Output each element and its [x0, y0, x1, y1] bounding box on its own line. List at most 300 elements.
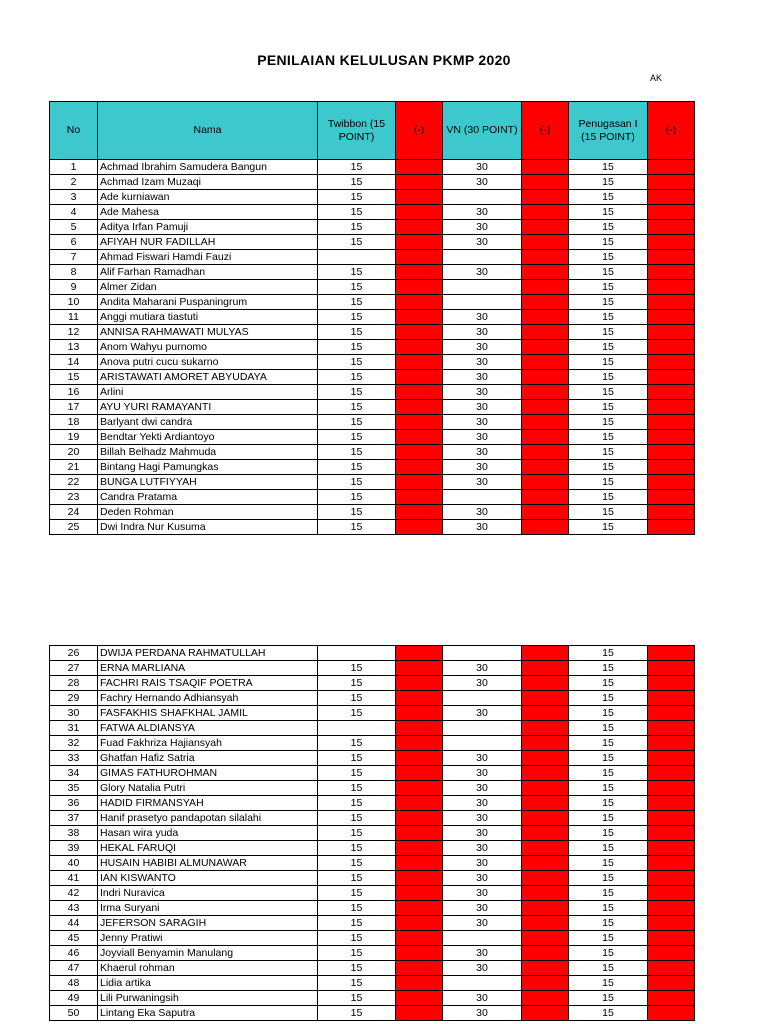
vn-deduction-cell	[522, 856, 569, 871]
penugasan-score-cell: 15	[569, 415, 648, 430]
twibbon-score-cell: 15	[318, 661, 396, 676]
table-row	[50, 475, 695, 490]
penugasan-score-cell: 15	[569, 751, 648, 766]
name-cell: Achmad Izam Muzaqi	[98, 175, 318, 190]
name-cell: Ade kurniawan	[98, 190, 318, 205]
name-cell: Glory Natalia Putri	[98, 781, 318, 796]
vn-score-cell: 30	[443, 1006, 522, 1021]
penugasan-deduction-cell	[648, 781, 695, 796]
vn-score-cell: 30	[443, 946, 522, 961]
twibbon-deduction-cell	[396, 856, 443, 871]
penugasan-score-cell: 15	[569, 781, 648, 796]
row-number-cell: 20	[50, 445, 98, 460]
penugasan-score-cell: 15	[569, 430, 648, 445]
name-cell: FATWA ALDIANSYA	[98, 721, 318, 736]
name-cell: Achmad Ibrahim Samudera Bangun	[98, 160, 318, 175]
penugasan-score-cell: 15	[569, 490, 648, 505]
vn-deduction-cell	[522, 445, 569, 460]
penugasan-deduction-cell	[648, 661, 695, 676]
row-number-cell: 39	[50, 841, 98, 856]
twibbon-deduction-cell	[396, 520, 443, 535]
twibbon-deduction-cell	[396, 160, 443, 175]
row-number-cell: 6	[50, 235, 98, 250]
name-cell: AYU YURI RAMAYANTI	[98, 400, 318, 415]
penugasan-deduction-cell	[648, 295, 695, 310]
table-row	[50, 826, 695, 841]
vn-deduction-cell	[522, 766, 569, 781]
vn-deduction-cell	[522, 205, 569, 220]
name-cell: FASFAKHIS SHAFKHAL JAMIL	[98, 706, 318, 721]
name-cell: ERNA MARLIANA	[98, 661, 318, 676]
twibbon-deduction-cell	[396, 946, 443, 961]
twibbon-deduction-cell	[396, 325, 443, 340]
table-row	[50, 856, 695, 871]
penugasan-score-cell: 15	[569, 460, 648, 475]
vn-score-cell: 30	[443, 460, 522, 475]
twibbon-score-cell: 15	[318, 160, 396, 175]
table-row	[50, 901, 695, 916]
name-cell: Anom Wahyu purnomo	[98, 340, 318, 355]
twibbon-score-cell: 15	[318, 235, 396, 250]
twibbon-score-cell: 15	[318, 766, 396, 781]
table-row	[50, 310, 695, 325]
penugasan-score-cell: 15	[569, 811, 648, 826]
table-row	[50, 1006, 695, 1021]
vn-score-cell: 30	[443, 781, 522, 796]
table-row	[50, 295, 695, 310]
vn-deduction-cell	[522, 310, 569, 325]
vn-score-cell: 30	[443, 520, 522, 535]
header-row	[50, 102, 695, 160]
row-number-cell: 32	[50, 736, 98, 751]
twibbon-deduction-cell	[396, 931, 443, 946]
table-row	[50, 931, 695, 946]
vn-score-cell: 30	[443, 661, 522, 676]
name-cell: Candra Pratama	[98, 490, 318, 505]
penugasan-deduction-cell	[648, 520, 695, 535]
vn-score-cell: 30	[443, 220, 522, 235]
vn-deduction-cell	[522, 946, 569, 961]
vn-deduction-cell	[522, 991, 569, 1006]
vn-score-cell: 30	[443, 445, 522, 460]
vn-deduction-cell	[522, 826, 569, 841]
vn-deduction-cell	[522, 325, 569, 340]
vn-score-cell: 30	[443, 385, 522, 400]
vn-score-cell	[443, 250, 522, 265]
vn-deduction-cell	[522, 520, 569, 535]
table-row	[50, 781, 695, 796]
twibbon-deduction-cell	[396, 991, 443, 1006]
twibbon-score-cell: 15	[318, 886, 396, 901]
vn-score-cell: 30	[443, 961, 522, 976]
vn-score-cell: 30	[443, 811, 522, 826]
penugasan-deduction-cell	[648, 460, 695, 475]
vn-score-cell: 30	[443, 766, 522, 781]
vn-deduction-cell	[522, 430, 569, 445]
penugasan-deduction-cell	[648, 265, 695, 280]
vn-deduction-cell	[522, 706, 569, 721]
row-number-cell: 41	[50, 871, 98, 886]
row-number-cell: 21	[50, 460, 98, 475]
row-number-cell: 12	[50, 325, 98, 340]
row-number-cell: 1	[50, 160, 98, 175]
penugasan-score-cell: 15	[569, 976, 648, 991]
twibbon-deduction-cell	[396, 295, 443, 310]
table-row	[50, 766, 695, 781]
penugasan-deduction-cell	[648, 901, 695, 916]
vn-deduction-cell	[522, 796, 569, 811]
row-number-cell: 11	[50, 310, 98, 325]
name-cell: Hasan wira yuda	[98, 826, 318, 841]
table-row	[50, 445, 695, 460]
table-row	[50, 175, 695, 190]
vn-score-cell	[443, 295, 522, 310]
vn-score-cell: 30	[443, 355, 522, 370]
penugasan-score-cell: 15	[569, 265, 648, 280]
penugasan-deduction-cell	[648, 961, 695, 976]
twibbon-deduction-cell	[396, 826, 443, 841]
vn-score-cell: 30	[443, 505, 522, 520]
penugasan-score-cell: 15	[569, 841, 648, 856]
table-row	[50, 505, 695, 520]
twibbon-deduction-cell	[396, 661, 443, 676]
row-number-cell: 45	[50, 931, 98, 946]
vn-deduction-cell	[522, 160, 569, 175]
name-cell: ARISTAWATI AMORET ABYUDAYA	[98, 370, 318, 385]
vn-deduction-cell	[522, 355, 569, 370]
penugasan-score-cell: 15	[569, 160, 648, 175]
penugasan-deduction-cell	[648, 871, 695, 886]
twibbon-score-cell: 15	[318, 205, 396, 220]
vn-deduction-cell	[522, 661, 569, 676]
vn-score-cell	[443, 976, 522, 991]
table-row	[50, 220, 695, 235]
name-cell: Barlyant dwi candra	[98, 415, 318, 430]
row-number-cell: 29	[50, 691, 98, 706]
header-deduction-vn: (-)	[522, 102, 569, 160]
row-number-cell: 40	[50, 856, 98, 871]
table-row	[50, 325, 695, 340]
row-number-cell: 3	[50, 190, 98, 205]
twibbon-score-cell: 15	[318, 811, 396, 826]
table-row	[50, 340, 695, 355]
penugasan-score-cell: 15	[569, 946, 648, 961]
row-number-cell: 34	[50, 766, 98, 781]
vn-score-cell: 30	[443, 430, 522, 445]
name-cell: Bendtar Yekti Ardiantoyo	[98, 430, 318, 445]
twibbon-deduction-cell	[396, 340, 443, 355]
table-row	[50, 160, 695, 175]
twibbon-deduction-cell	[396, 706, 443, 721]
vn-deduction-cell	[522, 916, 569, 931]
table-row	[50, 355, 695, 370]
name-cell: GIMAS FATHUROHMAN	[98, 766, 318, 781]
penugasan-deduction-cell	[648, 751, 695, 766]
name-cell: AFIYAH NUR FADILLAH	[98, 235, 318, 250]
penugasan-score-cell: 15	[569, 325, 648, 340]
row-number-cell: 35	[50, 781, 98, 796]
twibbon-score-cell: 15	[318, 415, 396, 430]
table-row	[50, 490, 695, 505]
vn-deduction-cell	[522, 811, 569, 826]
name-cell: Jenny Pratiwi	[98, 931, 318, 946]
vn-score-cell	[443, 931, 522, 946]
row-number-cell: 44	[50, 916, 98, 931]
vn-deduction-cell	[522, 265, 569, 280]
name-cell: HUSAIN HABIBI ALMUNAWAR	[98, 856, 318, 871]
name-cell: DWIJA PERDANA RAHMATULLAH	[98, 646, 318, 661]
table-row	[50, 250, 695, 265]
vn-score-cell: 30	[443, 340, 522, 355]
name-cell: Fachry Hernando Adhiansyah	[98, 691, 318, 706]
twibbon-score-cell: 15	[318, 916, 396, 931]
penugasan-deduction-cell	[648, 991, 695, 1006]
vn-deduction-cell	[522, 736, 569, 751]
vn-deduction-cell	[522, 400, 569, 415]
twibbon-deduction-cell	[396, 190, 443, 205]
twibbon-score-cell: 15	[318, 826, 396, 841]
twibbon-score-cell: 15	[318, 841, 396, 856]
penugasan-score-cell: 15	[569, 646, 648, 661]
penugasan-score-cell: 15	[569, 961, 648, 976]
row-number-cell: 10	[50, 295, 98, 310]
table-row	[50, 661, 695, 676]
table-row	[50, 385, 695, 400]
header-no: No	[50, 102, 98, 160]
twibbon-deduction-cell	[396, 766, 443, 781]
twibbon-score-cell: 15	[318, 856, 396, 871]
twibbon-deduction-cell	[396, 781, 443, 796]
penugasan-deduction-cell	[648, 811, 695, 826]
penugasan-score-cell: 15	[569, 295, 648, 310]
twibbon-deduction-cell	[396, 430, 443, 445]
twibbon-deduction-cell	[396, 886, 443, 901]
vn-deduction-cell	[522, 415, 569, 430]
penugasan-score-cell: 15	[569, 661, 648, 676]
table-row	[50, 811, 695, 826]
table-row	[50, 991, 695, 1006]
vn-score-cell	[443, 280, 522, 295]
penugasan-score-cell: 15	[569, 475, 648, 490]
vn-score-cell: 30	[443, 871, 522, 886]
row-number-cell: 9	[50, 280, 98, 295]
name-cell: Bintang Hagi Pamungkas	[98, 460, 318, 475]
row-number-cell: 17	[50, 400, 98, 415]
name-cell: Fuad Fakhriza Hajiansyah	[98, 736, 318, 751]
row-number-cell: 50	[50, 1006, 98, 1021]
penugasan-deduction-cell	[648, 841, 695, 856]
score-table-part-1	[49, 101, 695, 535]
twibbon-score-cell: 15	[318, 475, 396, 490]
twibbon-score-cell: 15	[318, 490, 396, 505]
twibbon-deduction-cell	[396, 1006, 443, 1021]
penugasan-deduction-cell	[648, 856, 695, 871]
penugasan-score-cell: 15	[569, 886, 648, 901]
penugasan-deduction-cell	[648, 946, 695, 961]
vn-score-cell: 30	[443, 160, 522, 175]
table-row	[50, 976, 695, 991]
table-row	[50, 796, 695, 811]
twibbon-score-cell: 15	[318, 706, 396, 721]
twibbon-score-cell: 15	[318, 190, 396, 205]
row-number-cell: 8	[50, 265, 98, 280]
table-row	[50, 400, 695, 415]
twibbon-deduction-cell	[396, 676, 443, 691]
table-row	[50, 235, 695, 250]
row-number-cell: 37	[50, 811, 98, 826]
row-number-cell: 18	[50, 415, 98, 430]
vn-score-cell	[443, 646, 522, 661]
vn-deduction-cell	[522, 931, 569, 946]
vn-deduction-cell	[522, 280, 569, 295]
row-number-cell: 31	[50, 721, 98, 736]
vn-deduction-cell	[522, 220, 569, 235]
row-number-cell: 15	[50, 370, 98, 385]
table-row	[50, 736, 695, 751]
penugasan-deduction-cell	[648, 340, 695, 355]
twibbon-deduction-cell	[396, 736, 443, 751]
twibbon-deduction-cell	[396, 400, 443, 415]
penugasan-score-cell: 15	[569, 220, 648, 235]
vn-deduction-cell	[522, 175, 569, 190]
name-cell: FACHRI RAIS TSAQIF POETRA	[98, 676, 318, 691]
table-row	[50, 460, 695, 475]
twibbon-deduction-cell	[396, 901, 443, 916]
twibbon-score-cell: 15	[318, 175, 396, 190]
name-cell: Anova putri cucu sukarno	[98, 355, 318, 370]
twibbon-deduction-cell	[396, 490, 443, 505]
name-cell: Joyviall Benyamin Manulang	[98, 946, 318, 961]
twibbon-deduction-cell	[396, 871, 443, 886]
twibbon-deduction-cell	[396, 175, 443, 190]
table-row	[50, 520, 695, 535]
twibbon-score-cell: 15	[318, 220, 396, 235]
penugasan-deduction-cell	[648, 916, 695, 931]
row-number-cell: 48	[50, 976, 98, 991]
vn-deduction-cell	[522, 295, 569, 310]
penugasan-score-cell: 15	[569, 385, 648, 400]
name-cell: HADID FIRMANSYAH	[98, 796, 318, 811]
penugasan-score-cell: 15	[569, 856, 648, 871]
twibbon-score-cell: 15	[318, 976, 396, 991]
vn-score-cell: 30	[443, 400, 522, 415]
vn-deduction-cell	[522, 370, 569, 385]
penugasan-deduction-cell	[648, 385, 695, 400]
penugasan-score-cell: 15	[569, 706, 648, 721]
penugasan-score-cell: 15	[569, 1006, 648, 1021]
table-row	[50, 646, 695, 661]
twibbon-score-cell: 15	[318, 931, 396, 946]
twibbon-score-cell	[318, 250, 396, 265]
vn-score-cell: 30	[443, 370, 522, 385]
row-number-cell: 25	[50, 520, 98, 535]
name-cell: Arlini	[98, 385, 318, 400]
penugasan-score-cell: 15	[569, 520, 648, 535]
penugasan-deduction-cell	[648, 505, 695, 520]
twibbon-score-cell: 15	[318, 295, 396, 310]
twibbon-deduction-cell	[396, 961, 443, 976]
penugasan-score-cell: 15	[569, 826, 648, 841]
name-cell: Lintang Eka Saputra	[98, 1006, 318, 1021]
vn-deduction-cell	[522, 871, 569, 886]
table-row	[50, 280, 695, 295]
penugasan-score-cell: 15	[569, 691, 648, 706]
row-number-cell: 33	[50, 751, 98, 766]
twibbon-deduction-cell	[396, 811, 443, 826]
name-cell: Andita Maharani Puspaningrum	[98, 295, 318, 310]
penugasan-deduction-cell	[648, 646, 695, 661]
penugasan-deduction-cell	[648, 445, 695, 460]
vn-deduction-cell	[522, 1006, 569, 1021]
vn-deduction-cell	[522, 385, 569, 400]
name-cell: Lili Purwaningsih	[98, 991, 318, 1006]
twibbon-deduction-cell	[396, 265, 443, 280]
penugasan-deduction-cell	[648, 190, 695, 205]
vn-deduction-cell	[522, 886, 569, 901]
twibbon-score-cell: 15	[318, 736, 396, 751]
vn-score-cell: 30	[443, 751, 522, 766]
twibbon-deduction-cell	[396, 385, 443, 400]
twibbon-score-cell: 15	[318, 385, 396, 400]
vn-score-cell: 30	[443, 901, 522, 916]
twibbon-deduction-cell	[396, 250, 443, 265]
vn-deduction-cell	[522, 676, 569, 691]
row-number-cell: 4	[50, 205, 98, 220]
vn-deduction-cell	[522, 691, 569, 706]
row-number-cell: 16	[50, 385, 98, 400]
vn-score-cell	[443, 721, 522, 736]
vn-score-cell: 30	[443, 886, 522, 901]
name-cell: Aditya Irfan Pamuji	[98, 220, 318, 235]
vn-deduction-cell	[522, 961, 569, 976]
penugasan-deduction-cell	[648, 721, 695, 736]
vn-score-cell: 30	[443, 826, 522, 841]
name-cell: Alif Farhan Ramadhan	[98, 265, 318, 280]
row-number-cell: 36	[50, 796, 98, 811]
twibbon-score-cell: 15	[318, 370, 396, 385]
twibbon-score-cell: 15	[318, 310, 396, 325]
name-cell: Hanif prasetyo pandapotan silalahi	[98, 811, 318, 826]
twibbon-deduction-cell	[396, 310, 443, 325]
name-cell: Ghatfan Hafiz Satria	[98, 751, 318, 766]
penugasan-deduction-cell	[648, 355, 695, 370]
sheet-code: AK	[650, 73, 663, 83]
twibbon-score-cell: 15	[318, 325, 396, 340]
name-cell: Irma Suryani	[98, 901, 318, 916]
name-cell: Anggi mutiara tiastuti	[98, 310, 318, 325]
penugasan-deduction-cell	[648, 370, 695, 385]
penugasan-deduction-cell	[648, 490, 695, 505]
name-cell: BUNGA LUTFIYYAH	[98, 475, 318, 490]
name-cell: IAN KISWANTO	[98, 871, 318, 886]
table-row	[50, 706, 695, 721]
name-cell: HEKAL FARUQI	[98, 841, 318, 856]
penugasan-score-cell: 15	[569, 766, 648, 781]
twibbon-score-cell: 15	[318, 961, 396, 976]
twibbon-score-cell: 15	[318, 280, 396, 295]
penugasan-score-cell: 15	[569, 991, 648, 1006]
vn-score-cell	[443, 490, 522, 505]
penugasan-deduction-cell	[648, 430, 695, 445]
table-row	[50, 886, 695, 901]
name-cell: Deden Rohman	[98, 505, 318, 520]
twibbon-deduction-cell	[396, 691, 443, 706]
twibbon-deduction-cell	[396, 355, 443, 370]
row-number-cell: 13	[50, 340, 98, 355]
row-number-cell: 19	[50, 430, 98, 445]
penugasan-score-cell: 15	[569, 916, 648, 931]
vn-deduction-cell	[522, 340, 569, 355]
